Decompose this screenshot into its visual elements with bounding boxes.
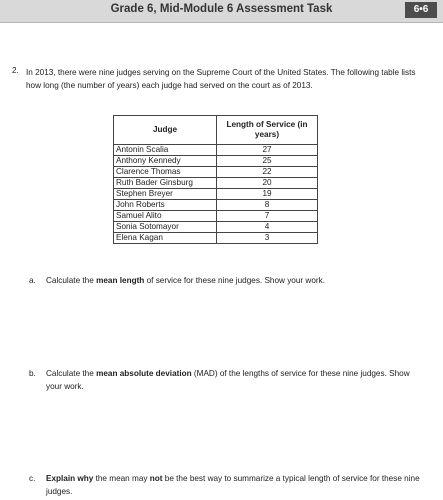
table-row (114, 233, 318, 244)
part-b-text-start: Calculate the (46, 369, 97, 378)
judge-name: Elena Kagan (114, 233, 217, 244)
question-number: 2. (12, 66, 19, 75)
page-title: Grade 6, Mid-Module 6 Assessment Task (110, 3, 333, 15)
part-c-text (46, 472, 428, 498)
question-text: In 2013, there were nine judges serving on the Supreme Court of the United States. The following table lists how long (the number of years) each judge had served on the court as of 2013. (26, 68, 416, 90)
table-row (114, 178, 318, 189)
part-b-text (46, 367, 412, 393)
part-b-emphasis: mean absolute deviation (96, 369, 192, 378)
judges-table (113, 115, 318, 244)
part-c-label: c. (29, 474, 36, 483)
table-row (114, 211, 318, 222)
service-years: 22 (217, 167, 318, 178)
service-years: 3 (217, 233, 318, 244)
judge-name: Sonia Sotomayor (114, 222, 217, 233)
service-years: 8 (217, 200, 318, 211)
judge-name: Clarence Thomas (114, 167, 217, 178)
part-c-text-end: be the best way to summarize a typical length of service for these nine judges. (46, 474, 420, 496)
table-row (114, 156, 318, 167)
service-years: 4 (217, 222, 318, 233)
part-a-text-end: of service for these nine judges. Show your work. (144, 276, 325, 285)
service-years: 20 (217, 178, 318, 189)
table-row (114, 145, 318, 156)
page-header (0, 0, 443, 23)
service-years: 19 (217, 189, 318, 200)
part-b-label: b. (29, 369, 36, 378)
judge-name: Antonin Scalia (114, 145, 217, 156)
judge-name: Stephen Breyer (114, 189, 217, 200)
table-row (114, 222, 318, 233)
part-b-text-end: (MAD) of the lengths of service for these nine judges. Show your work. (46, 369, 410, 391)
service-column-header: Length of Service (in years) (217, 116, 318, 145)
part-c-text-middle: the mean may (93, 474, 150, 483)
part-c-emphasis: Explain why (46, 474, 94, 483)
table-row (114, 167, 318, 178)
part-a-text (46, 274, 419, 287)
part-a-label: a. (29, 276, 36, 285)
judge-column-header: Judge (114, 116, 217, 145)
judge-name: Anthony Kennedy (114, 156, 217, 167)
judge-name: John Roberts (114, 200, 217, 211)
part-a-emphasis: mean length (96, 276, 145, 285)
table-row (114, 189, 318, 200)
judge-name: Ruth Bader Ginsburg (114, 178, 217, 189)
service-years: 7 (217, 211, 318, 222)
part-a-text-start: Calculate the (46, 276, 97, 285)
service-years: 25 (217, 156, 318, 167)
judge-name: Samuel Alito (114, 211, 217, 222)
table-row (114, 200, 318, 211)
module-badge: 6•6 (405, 2, 437, 18)
part-c-emphasis-not: not (149, 474, 163, 483)
service-years: 27 (217, 145, 318, 156)
table-header-row (114, 116, 318, 145)
